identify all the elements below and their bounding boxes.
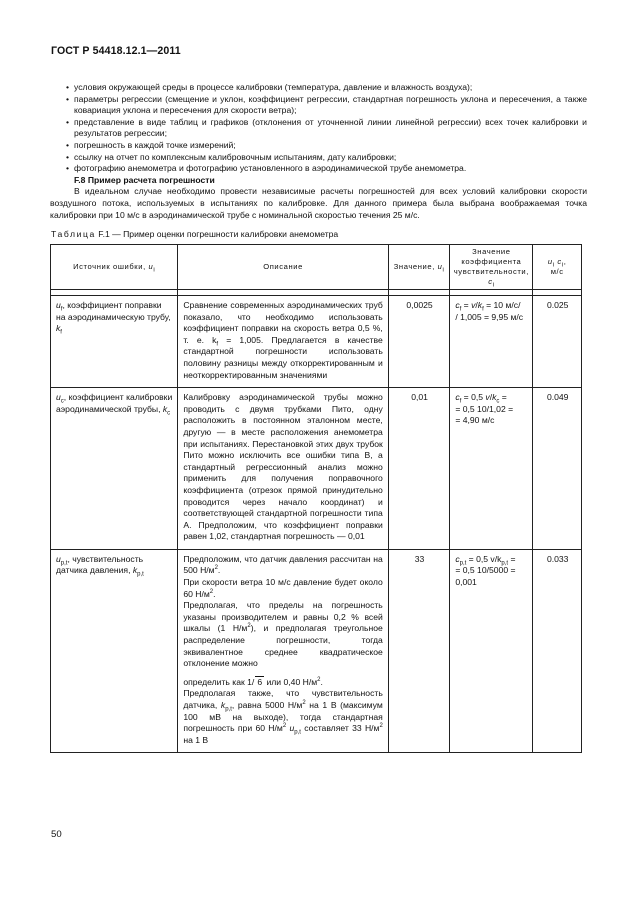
row-coefficient: $c_f = v/k_f = 10$ м/с/ / 1,005 = 9,95 м/с [450, 296, 533, 388]
bullet-item: • погрешность в каждой точке измерений; [62, 140, 587, 152]
table-row [51, 388, 582, 550]
page-number: 50 [51, 829, 62, 840]
row-value: 33 [388, 549, 450, 753]
row-description: Калибровку аэродинамической трубы можно проводить с двумя трубками Пито, одну расположить в постоянном эталонном месте, другую — в месте расположения анемометра при испытаниях. Перестановкой этих двух трубок Пито можно исключить все ошибки типа В, а стандартный регрессионный анализ можно применить для получения поправочного коэффициента (отрезок прямой принудительно проводится через начало координат) и соответствующей стандартной погрешности типа А. Предположим, что коэффициент поправки равен 1,02, стандартная погрешность — 0,01 [178, 388, 388, 550]
header-coefficient: Значение коэффициента чувствительности, $c_i$ [450, 245, 533, 290]
header-description: Описание [178, 245, 388, 290]
uncertainty-table [50, 244, 582, 753]
row-product: 0.025 [533, 296, 582, 388]
body-text [50, 82, 587, 221]
header-source: Источник ошибки, $u_i$ [51, 245, 178, 290]
header-product: $u_i$ $c_i$, м/с [533, 245, 582, 290]
bullet-item: • условия окружающей среды в процессе калибровки (температура, давление и влажность воздуха); [62, 82, 587, 94]
row-description: Сравнение современных аэродинамических труб показало, что необходимо использовать коэффициент поправки на скорость ветра 0,5 %, т. е. $k_f = 1,005$. Предлагается в качестве стандартной погрешности использовать половину разницы между откорректированным и неоткорректированным значениями [178, 296, 388, 388]
row-product: 0.033 [533, 549, 582, 753]
header-value: Значение, $u_i$ [388, 245, 450, 290]
row-source: $u_c$, коэффициент калибровки аэродинамической трубы, $k_c$ [51, 388, 178, 550]
row-product: 0.049 [533, 388, 582, 550]
row-source: $u_{p,t}$, чувствительность датчика давления, $k_{p,t}$ [51, 549, 178, 753]
row-source: $u_f$, коэффициент поправки на аэродинамическую трубу, $k_f$ [51, 296, 178, 388]
row-description: Предположим, что датчик давления рассчитан на 500 $Н/м^2$. При скорости ветра 10 м/с давление будет около 60 $Н/м^2$. Предполагая, что пределы на погрешность указаны производителем и равны 0,2 % всей шкалы (1 $Н/м^2$), и предполагая треугольное распределение погрешности, тогда эквивалентное среднее квадратическое отклонение можно определить как 1/ 6 или 0,40 $Н/м^2$. Предполагая также, что чувствительность датчика, $k_{p,t}$, равна 5000 $Н/м^2$ на 1 В (максимум 100 мВ на выходе), тогда стандартная погрешность при 60 $Н/м^2$ $u_{p,t}$ составляет 33 $Н/м^2$ на 1 В [178, 549, 388, 753]
section-title: F.8 Пример расчета погрешности [74, 174, 215, 185]
row-coefficient: $c_f = 0,5$ $v/k_c$ = = 0,5 10/1,02 = = 4,90 м/с [450, 388, 533, 550]
bullet-item: • параметры регрессии (смещение и уклон, коэффициент регрессии, стандартная погрешность уклона и пересечения, а также ковариация уклона и пересечения для скорости ветра); [62, 94, 587, 117]
bullet-item: • фотографию анемометра и фотографию установленного в аэродинамической трубе анемометра. [62, 163, 587, 175]
document-header: ГОСТ Р 54418.12.1—2011 [51, 45, 181, 57]
row-value: 0,01 [388, 388, 450, 550]
section-paragraph: В идеальном случае необходимо провести независимые расчеты погрешностей для всех условий калибровки скорости воздушного потока, используемых в испытаниях по калибровке. Для данного примера была выбрана воображаемая точка калибровки при 10 м/с в аэродинамической трубе с номинальной скоростью течения 25 м/с. [50, 186, 587, 220]
table-row [51, 549, 582, 753]
bullet-item: • ссылку на отчет по комплексным калибровочным испытаниям, дату калибровки; [62, 152, 587, 164]
table-header-row [51, 245, 582, 290]
table-row [51, 296, 582, 388]
bullet-item: • представление в виде таблиц и графиков (отклонения от уточненной линии линейной регрессии) всех точек калибровки и результатов регрессии; [62, 117, 587, 140]
row-value: 0,0025 [388, 296, 450, 388]
row-coefficient: $c_{p,t} = 0,5$ $v/k_{p,t}$ = = 0,5 10/5000 = 0,001 [450, 549, 533, 753]
table-caption: Таблица F.1 — Пример оценки погрешности калибровки анемометра [51, 229, 339, 239]
